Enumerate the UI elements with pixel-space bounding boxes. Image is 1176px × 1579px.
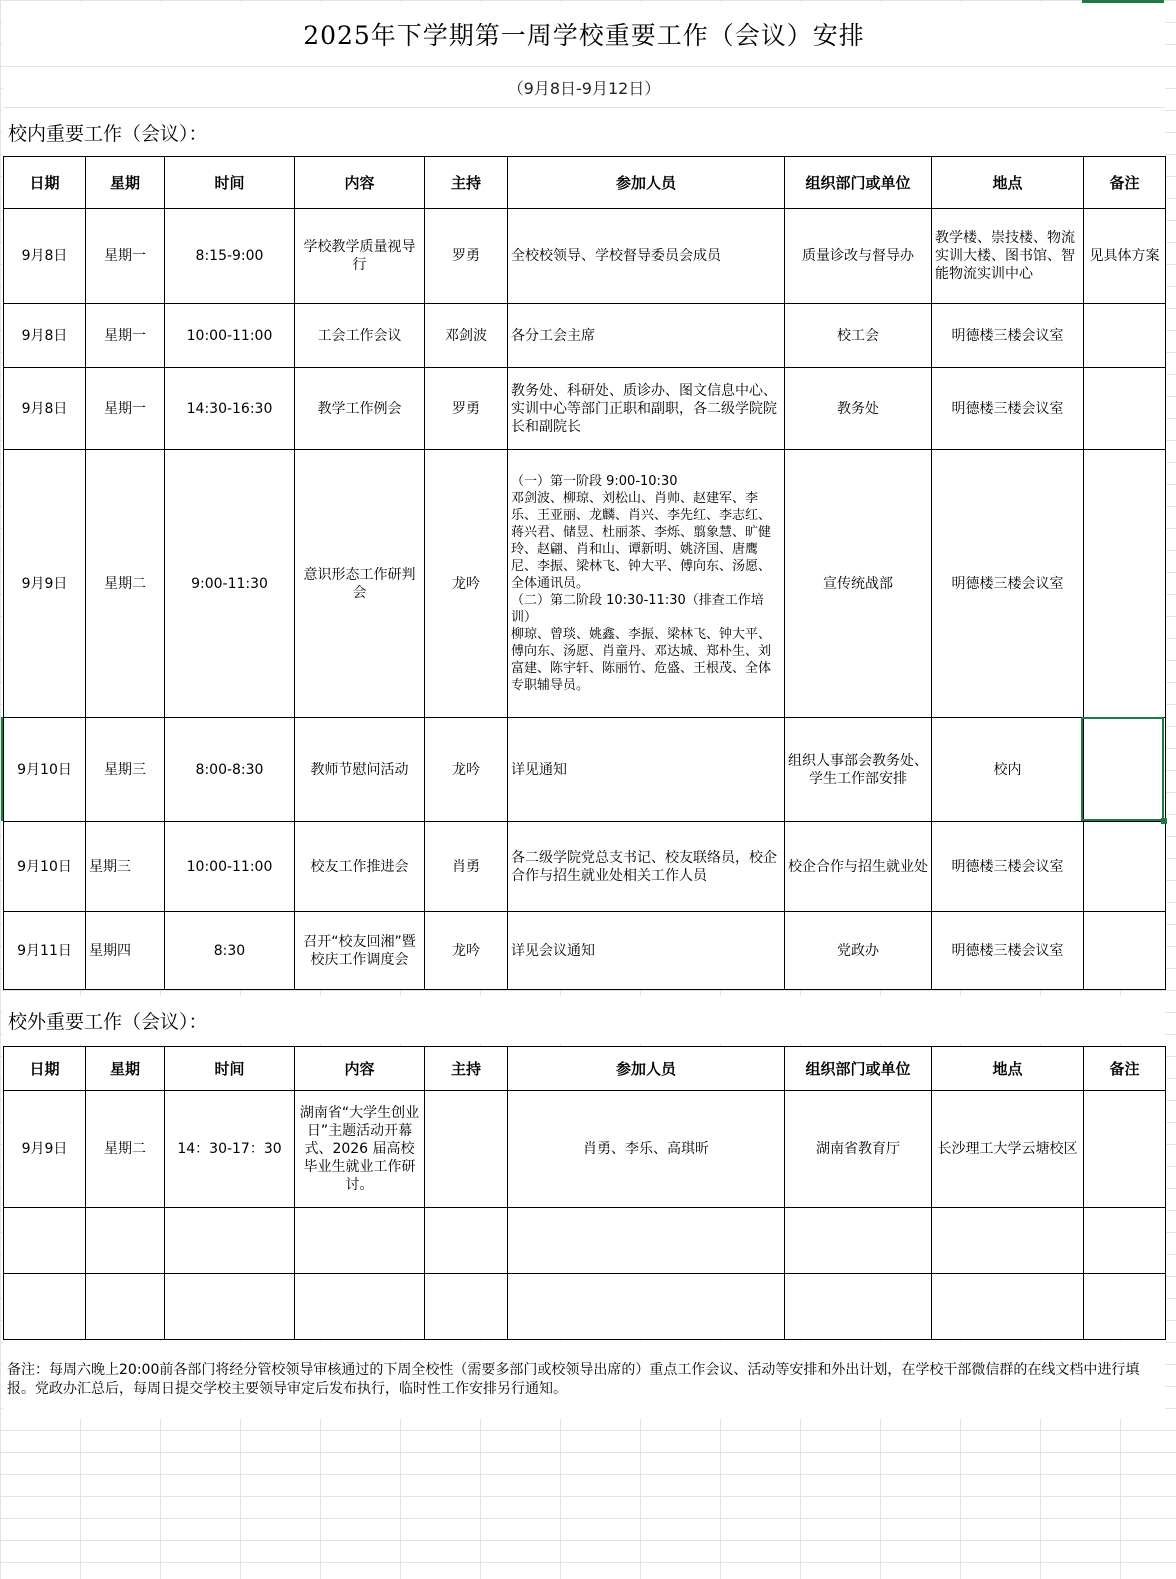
cell-weekday[interactable]: 星期一 [86, 368, 165, 450]
header-remarks[interactable]: 备注 [1084, 1047, 1166, 1091]
column-selection-marker [1082, 0, 1164, 3]
cell-weekday[interactable]: 星期一 [86, 209, 165, 304]
cell-time[interactable]: 10:00-11:00 [165, 304, 295, 368]
cell-location[interactable]: 明德楼三楼会议室 [932, 304, 1084, 368]
cell-participants[interactable]: 肖勇、李乐、高琪昕 [508, 1091, 785, 1208]
cell-location[interactable]: 教学楼、崇技楼、物流实训大楼、图书馆、智能物流实训中心 [932, 209, 1084, 304]
cell-location[interactable]: 明德楼三楼会议室 [932, 822, 1084, 912]
cell-content[interactable] [295, 1208, 425, 1274]
cell-time[interactable] [165, 1274, 295, 1340]
cell-organizer[interactable]: 湖南省教育厅 [785, 1091, 932, 1208]
cell-organizer[interactable] [785, 1274, 932, 1340]
cell-participants[interactable]: 详见会议通知 [508, 912, 785, 990]
cell-organizer[interactable]: 组织人事部会教务处、学生工作部安排 [785, 718, 932, 822]
cell-participants[interactable]: 各二级学院党总支书记、校友联络员，校企合作与招生就业处相关工作人员 [508, 822, 785, 912]
cell-remarks[interactable] [1084, 1091, 1166, 1208]
table-row [4, 450, 1166, 718]
cell-time[interactable] [165, 1208, 295, 1274]
cell-weekday[interactable]: 星期四 [86, 912, 165, 990]
cell-organizer[interactable]: 宣传统战部 [785, 450, 932, 718]
footnote[interactable]: 备注：每周六晚上20:00前各部门将经分管校领导审核通过的下周全校性（需要多部门或校领导出席的）重点工作会议、活动等安排和外出计划，在学校干部微信群的在线文档中进行填报。党政办汇总后，每周日提交学校主要领导审定后发布执行，临时性工作安排另行通知。 [3, 1341, 1165, 1419]
header-location[interactable]: 地点 [932, 157, 1084, 209]
cell-content[interactable]: 学校教学质量视导行 [295, 209, 425, 304]
cell-host[interactable] [425, 1274, 508, 1340]
header-time[interactable]: 时间 [165, 157, 295, 209]
cell-date[interactable]: 9月10日 [4, 822, 86, 912]
cell-location[interactable]: 明德楼三楼会议室 [932, 912, 1084, 990]
cell-weekday[interactable]: 星期二 [86, 1091, 165, 1208]
cell-weekday[interactable]: 星期一 [86, 304, 165, 368]
table-row [4, 822, 1166, 912]
cell-weekday[interactable] [86, 1274, 165, 1340]
cell-time[interactable]: 9:00-11:30 [165, 450, 295, 718]
header-weekday[interactable]: 星期 [86, 157, 165, 209]
cell-remarks[interactable] [1084, 912, 1166, 990]
header-remarks[interactable]: 备注 [1084, 157, 1166, 209]
table-row [4, 304, 1166, 368]
cell-host[interactable]: 龙吟 [425, 912, 508, 990]
cell-remarks[interactable]: 见具体方案 [1084, 209, 1166, 304]
table-row [4, 1091, 1166, 1208]
cell-date[interactable]: 9月9日 [4, 1091, 86, 1208]
cell-content[interactable]: 教学工作例会 [295, 368, 425, 450]
header-content[interactable]: 内容 [295, 157, 425, 209]
cell-weekday[interactable]: 星期三 [86, 822, 165, 912]
cell-participants[interactable] [508, 1208, 785, 1274]
cell-date[interactable]: 9月8日 [4, 209, 86, 304]
table-row [4, 1274, 1166, 1340]
cell-host[interactable]: 龙吟 [425, 450, 508, 718]
cell-date[interactable] [4, 1208, 86, 1274]
header-date[interactable]: 日期 [4, 1047, 86, 1091]
table-header-row [4, 1047, 1166, 1091]
cell-host[interactable] [425, 1208, 508, 1274]
cell-location[interactable]: 明德楼三楼会议室 [932, 450, 1084, 718]
cell-remarks[interactable] [1084, 368, 1166, 450]
cell-location[interactable] [932, 1274, 1084, 1340]
cell-date[interactable]: 9月10日 [4, 718, 86, 822]
cell-time[interactable]: 8:30 [165, 912, 295, 990]
cell-participants[interactable] [508, 1274, 785, 1340]
cell-host[interactable]: 罗勇 [425, 209, 508, 304]
header-date[interactable]: 日期 [4, 157, 86, 209]
header-weekday[interactable]: 星期 [86, 1047, 165, 1091]
cell-weekday[interactable]: 星期二 [86, 450, 165, 718]
cell-organizer[interactable]: 校企合作与招生就业处 [785, 822, 932, 912]
cell-participants[interactable]: 教务处、科研处、质诊办、图文信息中心、实训中心等部门正职和副职，各二级学院院长和副院长 [508, 368, 785, 450]
cell-date[interactable]: 9月8日 [4, 368, 86, 450]
cell-content[interactable] [295, 1274, 425, 1340]
cell-participants[interactable]: （一）第一阶段 9:00-10:30 邓剑波、柳琼、刘松山、肖帅、赵建军、李乐、王亚丽、龙麟、肖兴、李先红、李志红、蒋兴君、储昱、杜丽茶、李烁、翦象慧、旷健玲、赵翩、肖和山、谭新明、姚济国、唐鹰尼、李振、梁林飞、钟大平、傅向东、汤愿、全体通讯员。 （二）第二阶段 10:30-11:30（排查工作培训） 柳琼、曾琰、姚鑫、李振、梁林飞、钟大平、傅向东、汤愿、肖童丹、邓达城、郑朴生、刘富建、陈宇轩、陈丽竹、危盛、王根茂、全体专职辅导员。 [508, 450, 785, 718]
header-organizer[interactable]: 组织部门或单位 [785, 157, 932, 209]
header-location[interactable]: 地点 [932, 1047, 1084, 1091]
cell-organizer[interactable]: 党政办 [785, 912, 932, 990]
cell-location[interactable] [932, 1208, 1084, 1274]
table-row [4, 1208, 1166, 1274]
cell-weekday[interactable]: 星期三 [86, 718, 165, 822]
cell-time[interactable]: 14:30-16:30 [165, 368, 295, 450]
cell-host[interactable]: 罗勇 [425, 368, 508, 450]
cell-date[interactable]: 9月9日 [4, 450, 86, 718]
cell-host[interactable]: 龙吟 [425, 718, 508, 822]
cell-organizer[interactable] [785, 1208, 932, 1274]
cell-participants[interactable]: 各分工会主席 [508, 304, 785, 368]
cell-content[interactable]: 教师节慰问活动 [295, 718, 425, 822]
cell-organizer[interactable]: 质量诊改与督导办 [785, 209, 932, 304]
cell-location[interactable]: 明德楼三楼会议室 [932, 368, 1084, 450]
header-time[interactable]: 时间 [165, 1047, 295, 1091]
row-selection-marker [1, 717, 3, 821]
header-participants[interactable]: 参加人员 [508, 1047, 785, 1091]
external-section-heading[interactable]: 校外重要工作（会议）： [3, 996, 1165, 1044]
internal-section-heading[interactable]: 校内重要工作（会议）： [3, 108, 1165, 156]
cell-content[interactable]: 意识形态工作研判会 [295, 450, 425, 718]
table-row [4, 912, 1166, 990]
cell-remarks[interactable] [1084, 822, 1166, 912]
cell-content[interactable]: 工会工作会议 [295, 304, 425, 368]
cell-remarks[interactable] [1084, 450, 1166, 718]
cell-remarks[interactable] [1084, 718, 1166, 822]
cell-time[interactable]: 10:00-11:00 [165, 822, 295, 912]
cell-time[interactable]: 8:00-8:30 [165, 718, 295, 822]
cell-content[interactable]: 校友工作推进会 [295, 822, 425, 912]
header-participants[interactable]: 参加人员 [508, 157, 785, 209]
fill-handle[interactable] [1161, 818, 1167, 824]
cell-content[interactable]: 湖南省“大学生创业日”主题活动开幕式、2026 届高校毕业生就业工作研讨。 [295, 1091, 425, 1208]
document-title[interactable]: 2025年下学期第一周学校重要工作（会议）安排 [3, 2, 1165, 67]
cell-date[interactable]: 9月11日 [4, 912, 86, 990]
cell-remarks[interactable] [1084, 1274, 1166, 1340]
date-range[interactable]: （9月8日-9月12日） [3, 67, 1165, 108]
cell-remarks[interactable] [1084, 304, 1166, 368]
cell-time[interactable]: 14：30-17：30 [165, 1091, 295, 1208]
cell-organizer[interactable]: 教务处 [785, 368, 932, 450]
header-content[interactable]: 内容 [295, 1047, 425, 1091]
table-header-row [4, 157, 1166, 209]
table-row [4, 209, 1166, 304]
cell-participants[interactable]: 全校校领导、学校督导委员会成员 [508, 209, 785, 304]
external-schedule-table [3, 1046, 1166, 1340]
cell-content[interactable]: 召开“校友回湘”暨校庆工作调度会 [295, 912, 425, 990]
cell-date[interactable] [4, 1274, 86, 1340]
cell-date[interactable]: 9月8日 [4, 304, 86, 368]
cell-participants[interactable]: 详见通知 [508, 718, 785, 822]
header-host[interactable]: 主持 [425, 1047, 508, 1091]
table-row [4, 718, 1166, 822]
cell-host[interactable] [425, 1091, 508, 1208]
cell-host[interactable]: 肖勇 [425, 822, 508, 912]
header-organizer[interactable]: 组织部门或单位 [785, 1047, 932, 1091]
table-row [4, 368, 1166, 450]
cell-location[interactable]: 长沙理工大学云塘校区 [932, 1091, 1084, 1208]
cell-time[interactable]: 8:15-9:00 [165, 209, 295, 304]
header-host[interactable]: 主持 [425, 157, 508, 209]
cell-organizer[interactable]: 校工会 [785, 304, 932, 368]
cell-location[interactable]: 校内 [932, 718, 1084, 822]
cell-host[interactable]: 邓剑波 [425, 304, 508, 368]
cell-remarks[interactable] [1084, 1208, 1166, 1274]
internal-schedule-table [3, 156, 1166, 990]
cell-weekday[interactable] [86, 1208, 165, 1274]
